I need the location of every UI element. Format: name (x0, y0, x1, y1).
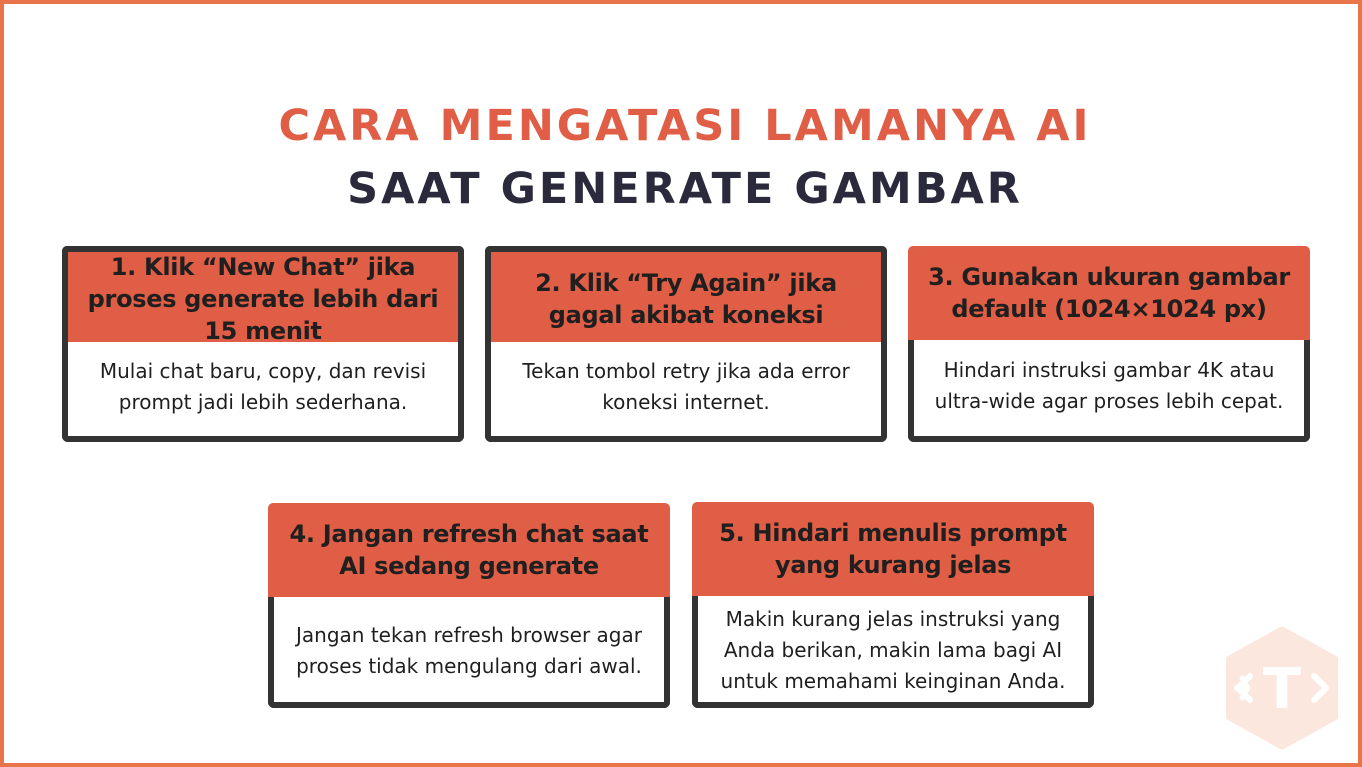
tip-card-1-heading: 1. Klik “New Chat” jika proses generate lebih dari 15 menit (62, 246, 464, 342)
svg-text:T: T (1262, 657, 1302, 722)
tip-card-1-body: Mulai chat baru, copy, dan revisi prompt jadi lebih sederhana. (62, 338, 464, 442)
tip-card-5-heading: 5. Hindari menulis prompt yang kurang jelas (692, 502, 1094, 596)
tip-card-4-heading: 4. Jangan refresh chat saat AI sedang generate (268, 503, 670, 597)
hexagon-t-logo-icon (1222, 624, 1342, 752)
tip-card-3-body: Hindari instruksi gambar 4K atau ultra-wide agar proses lebih cepat. (908, 336, 1310, 442)
tip-card-4-body: Jangan tekan refresh browser agar proses tidak mengulang dari awal. (268, 593, 670, 708)
page-title-line-2: SAAT GENERATE GAMBAR (347, 164, 1023, 214)
tip-card-2-body: Tekan tombol retry jika ada error koneksi internet. (485, 338, 887, 442)
tip-card-2-heading: 2. Klik “Try Again” jika gagal akibat koneksi (485, 246, 887, 342)
page-title-line-1: CARA MENGATASI LAMANYA AI (278, 101, 1092, 151)
tip-card-1 (62, 246, 464, 442)
tip-card-3 (908, 246, 1310, 442)
tip-card-4 (268, 503, 670, 708)
tip-card-2 (485, 246, 887, 442)
tip-card-5 (692, 502, 1094, 708)
tip-card-5-body: Makin kurang jelas instruksi yang Anda berikan, makin lama bagi AI untuk memahami keinginan Anda. (692, 592, 1094, 708)
tip-card-3-heading: 3. Gunakan ukuran gambar default (1024×1024 px) (908, 246, 1310, 340)
